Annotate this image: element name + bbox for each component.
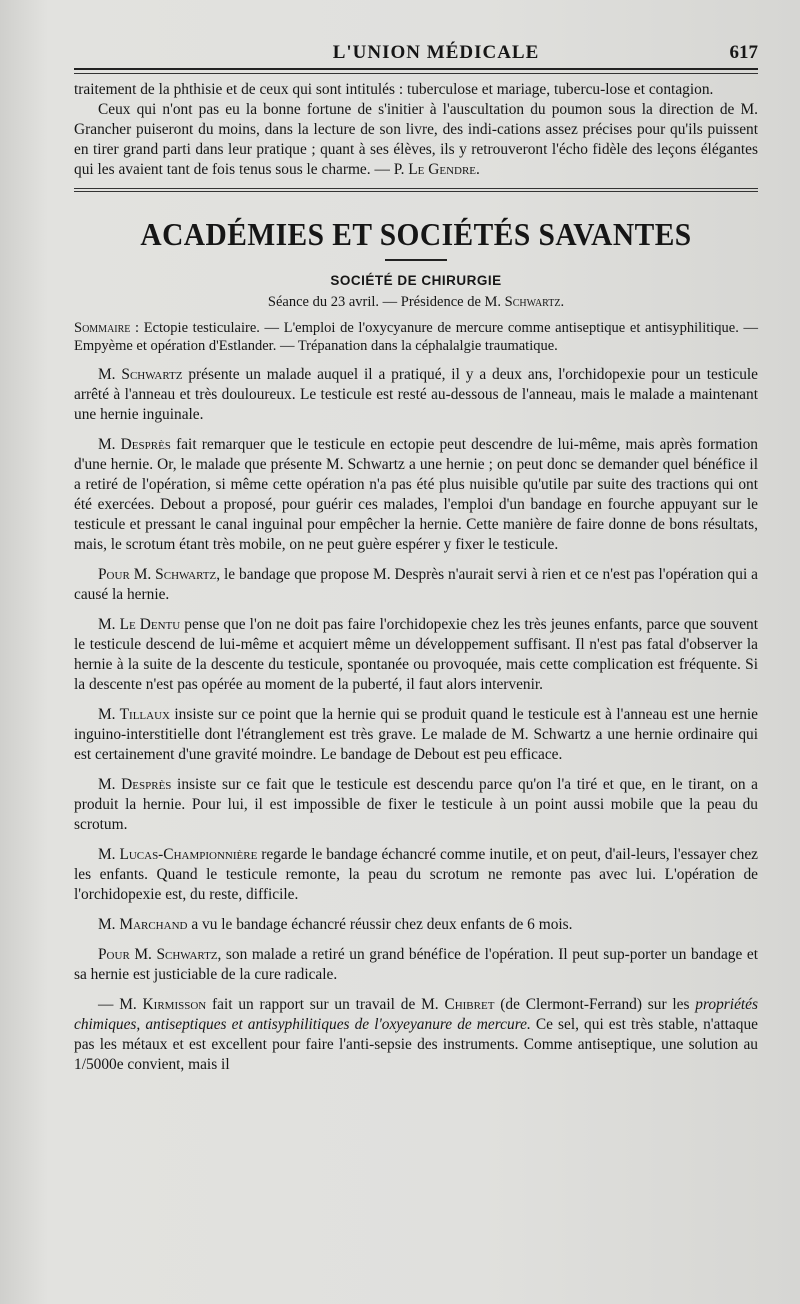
section-title: ACADÉMIES ET SOCIÉTÉS SAVANTES [140,216,692,252]
seance-text: Séance du 23 avril. — Présidence de M. [267,294,502,310]
paragraph-text: , le bandage que propose M. Desprès n'aurait servi à rien et ce n'est pas l'opération qui a causé la hernie. [74,566,758,603]
seance-line [74,294,758,311]
speaker-name: M. Kirmisson [119,996,207,1013]
paragraph-schwartz-1 [74,365,758,425]
running-header [74,34,758,64]
paragraph-text: pense que l'on ne doit pas faire l'orchidopexie chez les très jeunes enfants, parce que souvent le testicule descend de lui-même et acquiert même un développement suffisant. Il n'est pas fatal d'observer la hernie à la suite de la descente du testicule, spontanée ou provoquée, mais cette complication est fréquente. Si la descente n'est pas opérée au moment de la puberté, il faut alors intervenir. [74,616,758,693]
speaker-name: Pour M. Schwartz [98,566,217,583]
seance-president: Schwartz. [504,294,565,310]
society-title: SOCIÉTÉ DE CHIRURGIE [330,273,502,288]
summary-text: : Ectopie testiculaire. — L'emploi de l'oxycyanure de mercure comme antiseptique et antisyphilitique. — Empyème et opération d'Estlander. — Trépanation dans la céphalalgie traumatique. [74,320,758,354]
review-text: Ceux qui n'ont pas eu la bonne fortune de s'initier à l'auscultation du poumon sous la direction de M. Grancher puiseront du moins, dans la lecture de son livre, des indi-cations assez précises pour qu'ils puissent en tirer grand parti dans leur pratique ; quant à ses élèves, ils y retrouveront l'écho fidèle des leçons élégantes qui les avaient tant de fois tenus sous le charme. — [74,101,758,178]
paragraph-le-dentu [74,615,758,695]
paragraph-text-a: fait un rapport sur un travail de M. [206,996,439,1013]
journal-title: L'UNION MÉDICALE [332,42,540,63]
section-separator [74,188,758,192]
paragraph-tillaux [74,705,758,765]
paragraph-despres-1 [74,435,758,555]
speaker-name: Pour M. Schwartz [98,946,218,963]
paragraph-text: présente un malade auquel il a pratiqué, il y a deux ans, l'orchidopexie pour un testicule arrêté à l'anneau et très douloureux. Le testicule est resté au-dessous de l'anneau, mais le malade a maintenant une hernie inguinale. [74,366,758,423]
paragraph-lucas-championniere [74,845,758,905]
speaker-name: M. Desprès [98,776,172,793]
speaker-name: M. Tillaux [98,706,170,723]
paragraph-text: fait remarquer que le testicule en ectopie peut descendre de lui-même, mais après formation d'une hernie. Or, le malade que présente M. Schwartz a une hernie ; on peut donc se demander quel bénéfice il a retiré de l'opération, si même cette opération n'a pas été plus nuisible qu'utile par suite des tractions qui ont été exercées. Debout a proposé, pour guérir ces malades, l'emploi d'un bandage en fourche appuyant sur le testicule et pressant le canal inguinal pour empêcher la hernie. Cette manière de faire donne de bons résultats, mais, le scrotum étant très mobile, on ne peut guère espérer y fixer le testicule. [74,436,758,553]
section-title-rule [385,259,447,261]
paragraph-dash: — [98,996,114,1013]
author-name: Chibret [444,996,495,1013]
speaker-name: M. Lucas-Championnière [98,846,258,863]
paragraph-text: insiste sur ce fait que le testicule est descendu parce qu'on l'a tiré et que, en le tirant, on a produit la hernie. Pour lui, il est impossible de fixer le testicule à un point aussi mobile que la peau du scrotum. [74,776,759,833]
speaker-name: M. Le Dentu [98,616,181,633]
paragraph-text-b: (de Clermont-Ferrand) sur les [494,996,696,1013]
work-title: propriétés chimiques, antiseptiques et antisyphilitiques de l'oxyeyanure de mercure. [74,996,758,1033]
review-paragraph-2 [74,100,758,180]
paragraph-schwartz-2 [74,565,758,605]
speaker-name: M. Schwartz [98,366,183,383]
page-number: 617 [729,42,758,63]
speaker-name: M. Marchand [98,916,188,933]
summary-label: Sommaire [74,320,131,336]
header-rule-thin [74,73,758,74]
paragraph-despres-2 [74,775,758,835]
session-body [74,365,758,1075]
paragraph-text: a vu le bandage échancré réussir chez deux enfants de 6 mois. [187,916,573,933]
summary-paragraph [74,319,758,355]
speaker-name: M. Desprès [98,436,171,453]
paragraph-text: regarde le bandage échancré comme inutile, et on peut, d'ail-leurs, l'essayer chez les enfants. Quand le testicule remonte, la peau du scrotum ne remonte pas avec lui. L'opération de l'orchidopexie est, du reste, difficile. [74,846,758,903]
header-rule [74,68,758,70]
paragraph-text: , son malade a retiré un grand bénéfice de l'opération. Il peut sup-porter un bandage et sa hernie est justiciable de la cure radicale. [74,946,758,983]
book-review [74,80,758,180]
paragraph-text-c: Ce sel, qui est très stable, n'attaque pas les métaux et est excellent pour faire l'anti-sepsie des instruments. Comme antiseptique, une solution au 1/5000e convient, mais il [74,1016,758,1073]
review-signature: P. Le Gendre. [393,161,480,178]
review-paragraph-1: traitement de la phthisie et de ceux qui sont intitulés : tuberculose et mariage, tubercu-lose et contagion. [74,81,714,98]
paragraph-kirmisson [74,995,758,1075]
paragraph-schwartz-3 [74,945,758,985]
paragraph-marchand [74,915,758,935]
paragraph-text: insiste sur ce point que la hernie qui se produit quand le testicule est à l'anneau est une hernie inguino-interstitielle dont l'étranglement est très grave. Le malade de M. Schwartz a une hernie ordinaire qui est certainement d'une gravité moindre. Le bandage de Debout est peu efficace. [74,706,758,763]
